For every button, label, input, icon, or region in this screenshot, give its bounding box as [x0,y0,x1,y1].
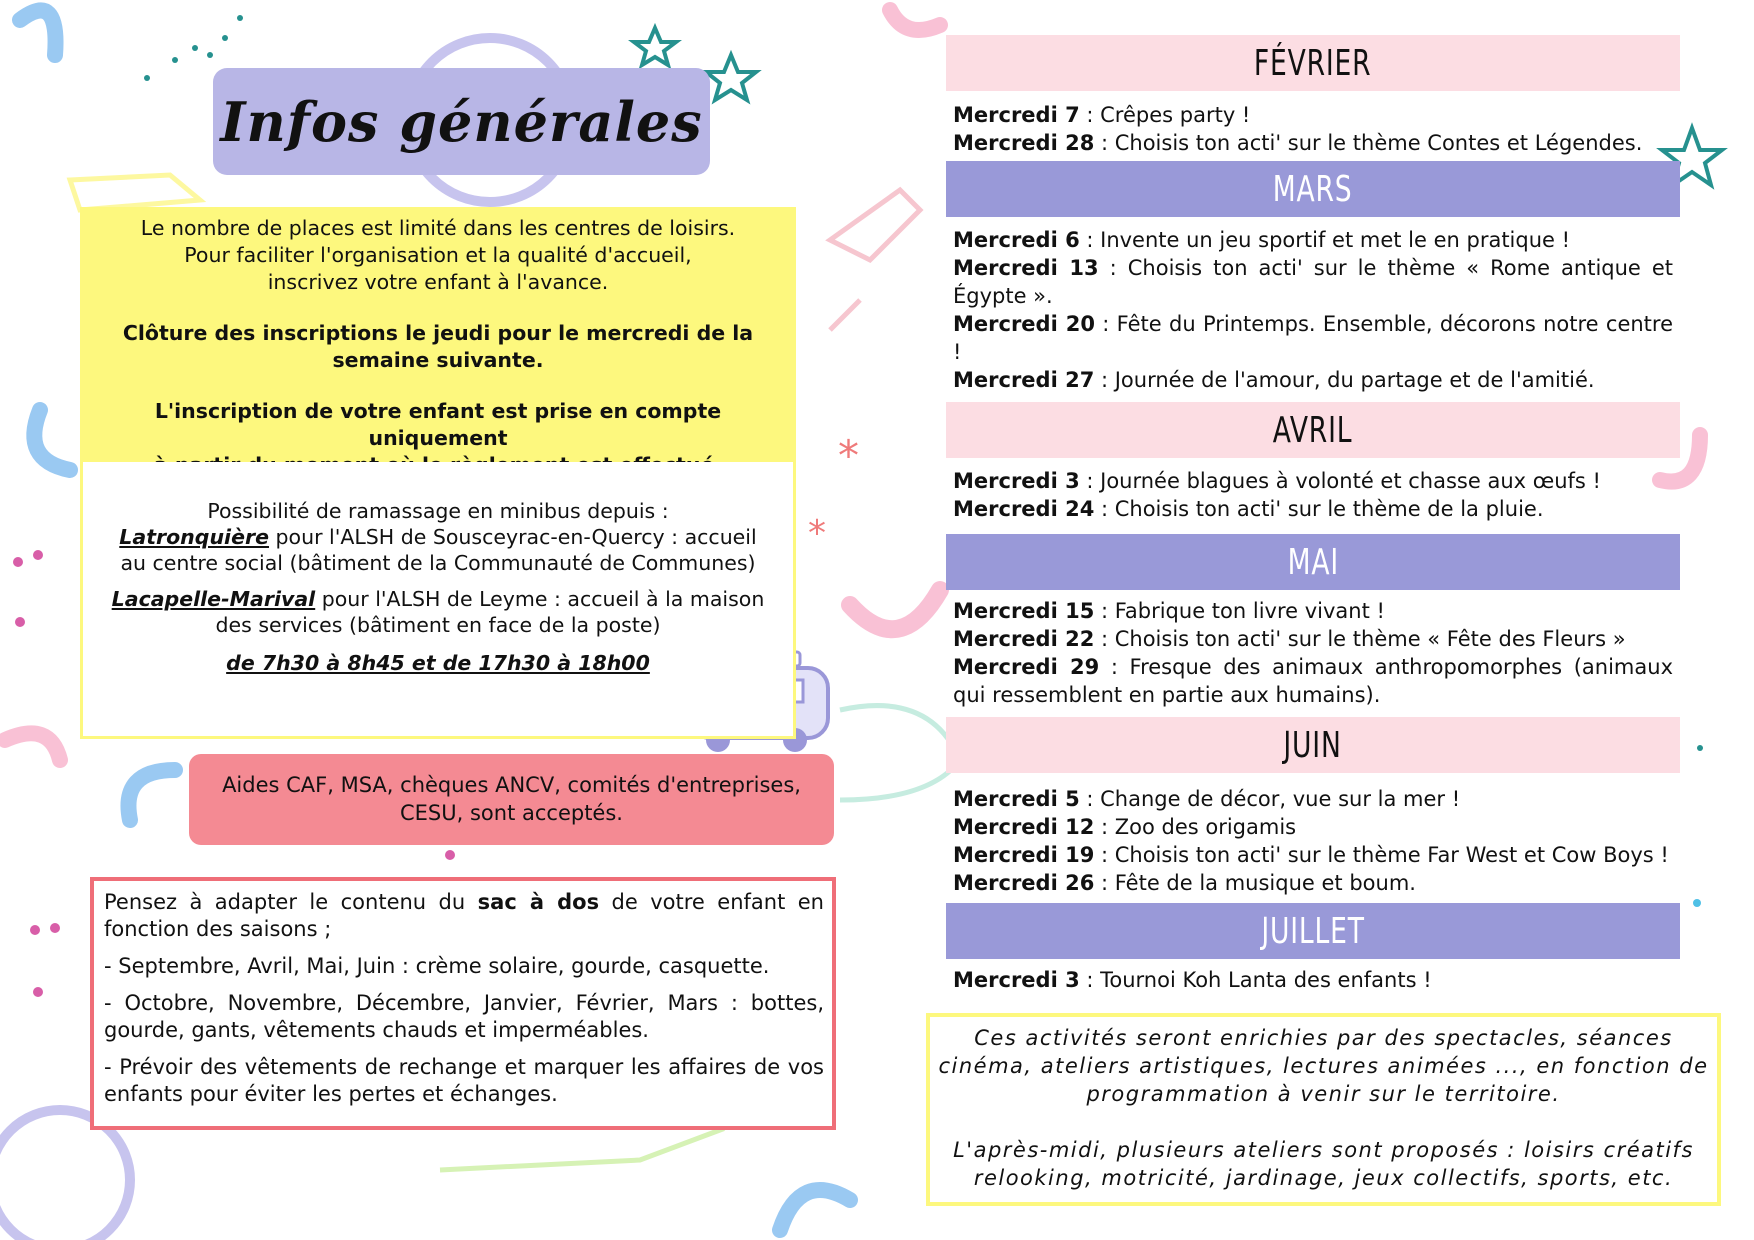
month-header-fevrier: FÉVRIER [946,35,1680,91]
events-fevrier [953,101,1673,157]
month-header-juillet: JUILLET [946,903,1680,959]
event-item: Mercredi 20 : Fête du Printemps. Ensemble, décorons notre centre ! [953,312,1673,364]
info-line: semaine suivante. [332,348,544,372]
backpack-item: - Septembre, Avril, Mai, Juin : crème solaire, gourde, casquette. [104,954,770,978]
events-mai [953,597,1673,709]
arc-shape [890,10,940,30]
aides-box: Aides CAF, MSA, chèques ANCV, comités d'entreprises, CESU, sont acceptés. [189,754,834,845]
event-item: Mercredi 28 : Choisis ton acti' sur le thème Contes et Légendes. [953,131,1643,155]
event-item: Mercredi 26 : Fête de la musique et boum. [953,871,1416,895]
month-header-mai: MAI [946,534,1680,590]
info-line: Pour faciliter l'organisation et la qualité d'accueil, [184,243,692,267]
event-item: Mercredi 15 : Fabrique ton livre vivant ! [953,599,1385,623]
pickup-hours: de 7h30 à 8h45 et de 17h30 à 18h00 [226,651,650,675]
pickup-place-2 [105,586,771,638]
arc-shape [128,770,175,820]
event-item: Mercredi 13 : Choisis ton acti' sur le thème « Rome antique et Égypte ». [953,256,1674,308]
place-name: Latronquière [119,525,269,549]
backpack-item: - Octobre, Novembre, Décembre, Janvier, Février, Mars : bottes, gourde, gants, vêtements chauds et imperméables. [104,991,824,1042]
events-mars [953,226,1673,394]
place-name: Lacapelle-Marival [111,587,316,611]
arc-shape [20,11,56,55]
rocket-icon [840,706,960,800]
arc-shape [850,590,940,629]
month-header-avril: AVRIL [946,402,1680,458]
asterisk-icon: * [808,513,826,554]
backpack-info [90,877,836,1130]
event-item: Mercredi 24 : Choisis ton acti' sur le thème de la pluie. [953,497,1544,521]
info-line: L'inscription de votre enfant est prise en compte uniquement [154,399,722,450]
event-item: Mercredi 29 : Fresque des animaux anthropomorphes (animaux qui ressemblent en partie aux humains). [953,655,1673,707]
info-line: Clôture des inscriptions le jeudi pour le mercredi de la [122,321,754,345]
page-title: Infos générales [220,89,703,154]
registration-info [80,207,796,462]
activities-note [926,1013,1721,1206]
pickup-place-1 [105,524,771,576]
backpack-intro: Pensez à adapter le contenu du sac à dos de votre enfant en fonction des saisons ; [104,890,824,941]
asterisk-icon: * [838,431,859,480]
arc-shape [5,733,60,760]
event-item: Mercredi 22 : Choisis ton acti' sur le thème « Fête des Fleurs » [953,627,1626,651]
note-paragraph: Ces activités seront enrichies par des spectacles, séances cinéma, ateliers artistiques, lectures animées ..., en fonction de programmation à venir sur le territoire. [938,1026,1709,1106]
place-description: pour l'ALSH de Leyme : accueil à la maison des services (bâtiment en face de la poste) [215,587,765,637]
info-line: Le nombre de places est limité dans les centres de loisirs. [140,216,736,240]
event-item: Mercredi 19 : Choisis ton acti' sur le thème Far West et Cow Boys ! [953,843,1669,867]
month-header-juin: JUIN [946,717,1680,773]
title-banner [213,68,710,175]
events-avril [953,467,1673,523]
event-item: Mercredi 27 : Journée de l'amour, du partage et de l'amitié. [953,368,1595,392]
place-description: pour l'ALSH de Sousceyrac-en-Quercy : accueil au centre social (bâtiment de la Communauté de Communes) [120,525,757,575]
pickup-intro: Possibilité de ramassage en minibus depuis : [207,499,669,523]
star-icon [706,55,756,100]
events-juillet [953,966,1673,994]
rocket-icon [830,190,920,330]
note-paragraph: L'après-midi, plusieurs ateliers sont proposés : loisirs créatifs relooking, motricité, jardinage, jeux collectifs, sports, etc. [953,1138,1694,1190]
arc-shape [34,410,70,470]
event-item: Mercredi 7 : Crêpes party ! [953,103,1251,127]
backpack-item: - Prévoir des vêtements de rechange et marquer les affaires de vos enfants pour éviter les pertes et échanges. [104,1055,824,1106]
event-item: Mercredi 3 : Tournoi Koh Lanta des enfants ! [953,968,1432,992]
event-item: Mercredi 12 : Zoo des origamis [953,815,1297,839]
events-juin [953,785,1673,897]
star-icon [634,28,676,65]
pickup-info [80,462,796,739]
event-item: Mercredi 5 : Change de décor, vue sur la mer ! [953,787,1461,811]
event-item: Mercredi 6 : Invente un jeu sportif et met le en pratique ! [953,228,1571,252]
rocket-icon [70,175,200,210]
info-line: inscrivez votre enfant à l'avance. [267,270,609,294]
event-item: Mercredi 3 : Journée blagues à volonté et chasse aux œufs ! [953,469,1601,493]
month-header-mars: MARS [946,161,1680,217]
arc-shape [780,1190,850,1230]
